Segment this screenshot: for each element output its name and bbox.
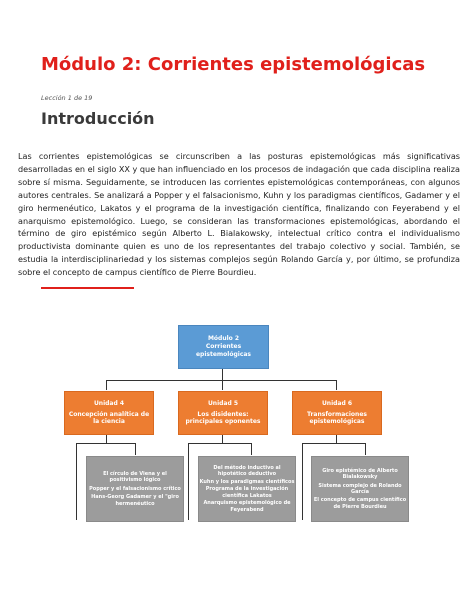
unit-5-topics xyxy=(198,456,296,522)
topic-item: Popper y el falsacionismo crítico xyxy=(89,485,181,492)
connector xyxy=(336,434,337,443)
unit-node-4 xyxy=(64,391,154,435)
connector xyxy=(188,443,252,444)
unit-4-topics xyxy=(86,456,184,522)
connector xyxy=(106,434,107,443)
unit-subtitle: Transformaciones epistemológicas xyxy=(307,410,367,426)
module-title: Módulo 2: Corrientes epistemológicas xyxy=(41,54,426,75)
divider xyxy=(41,287,134,289)
unit-title: Unidad 6 xyxy=(321,400,353,408)
unit-title: Unidad 4 xyxy=(93,400,125,408)
topic-item: Del método inductivo al hipotético deductivo xyxy=(213,465,281,478)
intro-paragraph: Las corrientes epistemológicas se circunscriben a las posturas epistemológicas más significativas desarrolladas en el siglo XX y que han influenciado en los procesos de indagación que cada disciplina realiza sobre sí misma. Seguidamente, se introducen las corrientes epistemológicas contemporáneas, con algunos autores centrales. Se analizará a Popper y el falsacionismo, Kuhn y los paradigmas científicos, Gadamer y el giro hermenéutico, Lakatos y el programa de la investigación científica, finalizando con Feyerabend y el anarquismo epistemológico. Luego, se consideran las transformaciones epistemológicas, abordando el término de giro epistémico según Alberto L. Bialakowsky, intelectual crítico contra el individualismo productivista dominante quien es uno de los representantes del trabajo colectivo y social. También, se estudia la interdisciplinariedad y los sistemas complejos según Rolando García y, por último, se profundiza sobre el concepto de campus científico de Pierre Bourdieu. xyxy=(18,151,460,278)
topic-item: Giro epistémico de Alberto Bialakowsky xyxy=(322,467,398,481)
connector xyxy=(336,380,337,390)
unit-node-5 xyxy=(178,391,268,435)
topic-item: Programa de la investigación científica Lakatos xyxy=(205,486,289,499)
connector xyxy=(222,434,223,443)
connector xyxy=(188,443,189,520)
unit-6-topics xyxy=(311,456,409,522)
connector xyxy=(302,443,303,520)
connector xyxy=(302,443,366,444)
topic-item: El concepto de campus científico de Pierre Bourdieu xyxy=(313,497,407,510)
connector xyxy=(76,443,136,444)
unit-node-6 xyxy=(292,391,382,435)
section-title: Introducción xyxy=(41,109,155,128)
connector xyxy=(76,443,77,520)
connector xyxy=(135,443,136,455)
root-node-subtitle: Corrientes epistemológicas xyxy=(195,343,251,358)
root-node xyxy=(178,325,269,369)
topic-item: Sistema complejo de Rolando García xyxy=(318,482,402,495)
topic-item: Hans-Georg Gadamer y el "giro hermenéutico xyxy=(91,494,179,507)
topic-item: El círculo de Viena y el positivismo lógico xyxy=(103,470,167,484)
unit-subtitle: Los disidentes: principales oponentes xyxy=(185,410,261,426)
connector xyxy=(222,380,223,390)
connector xyxy=(365,443,366,455)
topic-item: Anarquismo epistemológico de Feyerabend xyxy=(203,500,291,513)
connector xyxy=(251,443,252,455)
lesson-counter: Lección 1 de 19 xyxy=(41,94,93,102)
unit-title: Unidad 5 xyxy=(207,400,239,408)
topic-item: Kuhn y los paradigmas científicos xyxy=(199,478,295,485)
root-node-title: Módulo 2 xyxy=(207,335,240,342)
connector xyxy=(106,380,107,390)
unit-subtitle: Concepción analítica de la ciencia xyxy=(68,410,150,426)
connector xyxy=(222,368,223,380)
